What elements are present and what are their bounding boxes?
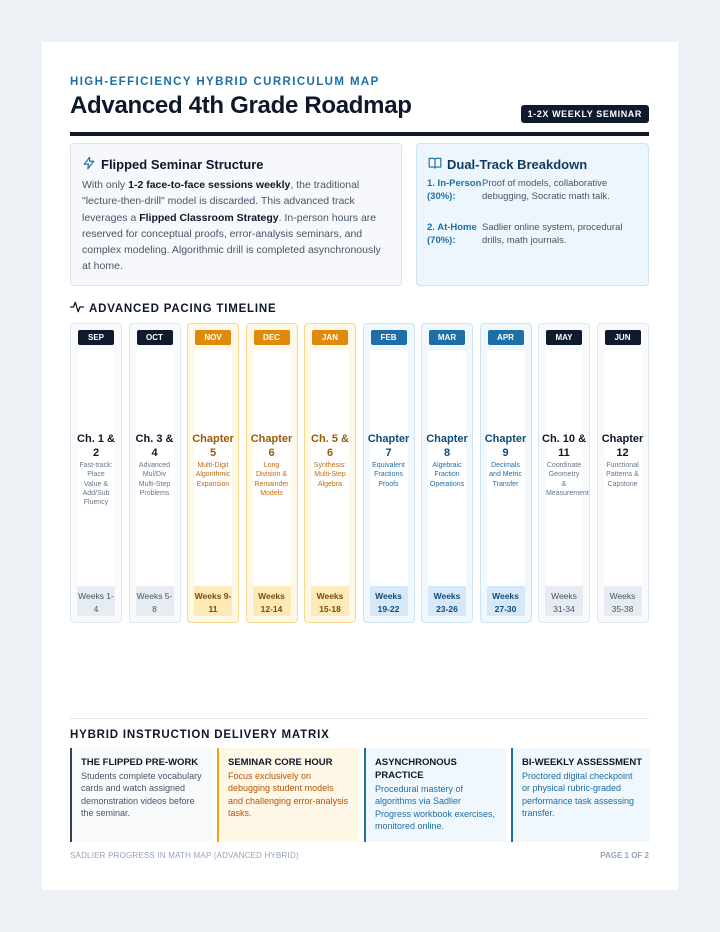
matrix-cell-assessment: BI-WEEKLY ASSESSMENT Proctored digital checkpoint or physical rubric-graded performance task assessing transfer. <box>511 748 650 842</box>
weeks-range: Weeks 31-34 <box>545 586 583 616</box>
timeline-column-mar <box>421 323 473 623</box>
month-label: MAR <box>429 330 465 345</box>
chapter-description: Algebraic Fraction Operations <box>429 462 465 488</box>
month-label: APR <box>488 330 524 345</box>
timeline-heading: ADVANCED PACING TIMELINE <box>70 301 276 316</box>
seminar-structure-card <box>70 143 402 286</box>
weeks-range: Weeks 27-30 <box>487 586 525 616</box>
timeline-column-jan <box>304 323 356 623</box>
timeline-column-nov <box>187 323 239 623</box>
timeline-column-apr <box>480 323 532 623</box>
chapter-title: Ch. 3 & 4 <box>135 433 174 459</box>
dual-track-card <box>416 143 649 286</box>
header-rule <box>70 132 649 136</box>
dual-track-heading: Dual-Track Breakdown <box>428 156 587 173</box>
chapter-title: Chapter 5 <box>192 433 234 459</box>
chapter-title: Chapter 9 <box>484 433 527 459</box>
weeks-range: Weeks 19-22 <box>370 586 408 616</box>
month-label: JUN <box>605 330 641 345</box>
chapter-title: Ch. 10 & 11 <box>542 433 587 459</box>
chapter-description: Equivalent Fractions Proofs <box>372 462 405 488</box>
timeline-column-oct <box>129 323 181 623</box>
track-item-in-person: 1. In-Person (30%): Proof of models, collaborative debugging, Socratic math talk. <box>427 178 610 202</box>
seminar-card-heading: Flipped Seminar Structure <box>82 156 264 173</box>
timeline-column-sep <box>70 323 122 623</box>
chapter-title: Ch. 5 & 6 <box>311 433 349 459</box>
weeks-range: Weeks 5-8 <box>136 586 174 616</box>
month-label: JAN <box>312 330 348 345</box>
weeks-range: Weeks 9-11 <box>194 586 232 616</box>
track-item-at-home: 2. At-Home (70%): Sadlier online system, procedural drills, math journals. <box>427 222 623 246</box>
timeline-column-jun <box>597 323 649 623</box>
page-title: Advanced 4th Grade Roadmap <box>70 92 412 119</box>
month-label: NOV <box>195 330 231 345</box>
timeline-column-may <box>538 323 590 623</box>
delivery-matrix <box>70 748 650 842</box>
weeks-range: Weeks 1-4 <box>77 586 115 616</box>
weeks-range: Weeks 35-38 <box>604 586 642 616</box>
pulse-icon <box>70 301 84 316</box>
month-label: DEC <box>254 330 290 345</box>
weeks-range: Weeks 23-26 <box>428 586 466 616</box>
section-divider <box>70 718 649 719</box>
chapter-description: Functional Patterns & Capstone <box>606 462 639 488</box>
chapter-title: Chapter 7 <box>367 433 410 459</box>
chapter-description: Synthesis: Multi-Step Algebra <box>313 462 347 488</box>
book-icon <box>428 156 442 173</box>
chapter-title: Ch. 1 & 2 <box>77 433 115 459</box>
month-label: MAY <box>546 330 582 345</box>
footer-source: SADLIER PROGRESS IN MATH MAP (ADVANCED HYBRID) <box>70 851 299 860</box>
chapter-description: Coordinate Geometry & Measurement <box>546 462 589 497</box>
footer-page-number: PAGE 1 OF 2 <box>600 851 649 860</box>
chapter-description: Fast-track: Place Value & Add/Sub Fluency <box>79 462 113 507</box>
lightning-icon <box>82 156 96 173</box>
weeks-range: Weeks 15-18 <box>311 586 349 616</box>
pacing-timeline <box>70 323 650 623</box>
month-label: OCT <box>137 330 173 345</box>
chapter-title: Chapter 12 <box>601 433 644 459</box>
chapter-description: Decimals and Metric Transfer <box>489 462 522 488</box>
matrix-cell-prework: THE FLIPPED PRE-WORK Students complete vocabulary cards and watch assigned demonstration videos before the seminar. <box>70 748 212 842</box>
matrix-cell-async-practice: ASYNCHRONOUS PRACTICE Procedural mastery of algorithms via Sadlier Progress workbook exercises, monitored online. <box>364 748 506 842</box>
timeline-column-dec <box>246 323 298 623</box>
seminar-card-body: With only 1-2 face-to-face sessions weekly, the traditional "lecture-then-drill" model is discarded. This advanced track leverages a Flipped Classroom Strategy. In-person hours are reserved for conceptual proofs, error-analysis seminars, and complex modeling. Algorithmic drill is completed asynchronously at home. <box>82 179 381 273</box>
month-label: FEB <box>371 330 407 345</box>
timeline-column-feb <box>363 323 415 623</box>
chapter-title: Chapter 6 <box>250 433 293 459</box>
page-kicker: HIGH-EFFICIENCY HYBRID CURRICULUM MAP <box>70 76 380 88</box>
matrix-heading: HYBRID INSTRUCTION DELIVERY MATRIX <box>70 729 330 741</box>
chapter-title: Chapter 8 <box>426 433 468 459</box>
weeks-range: Weeks 12-14 <box>253 586 291 616</box>
chapter-description: Advanced Mul/Div Multi-Step Problems <box>138 462 171 497</box>
seminar-badge: 1-2X WEEKLY SEMINAR <box>521 105 649 123</box>
chapter-description: Long Division & Remainder Models <box>254 462 289 497</box>
page <box>42 42 678 890</box>
month-label: SEP <box>78 330 114 345</box>
chapter-description: Multi-Digit Algorithmic Expansion <box>195 462 231 488</box>
matrix-cell-core-hour: SEMINAR CORE HOUR Focus exclusively on debugging student models and challenging error-analysis tasks. <box>217 748 359 842</box>
